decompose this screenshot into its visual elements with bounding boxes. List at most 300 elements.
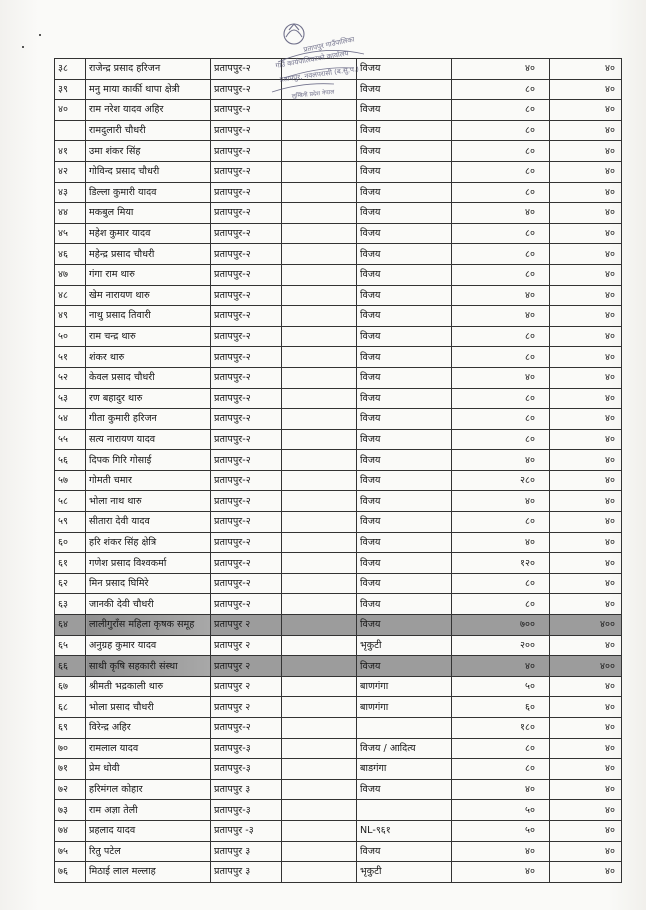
empty-cell <box>282 718 357 739</box>
empty-cell <box>282 862 357 883</box>
empty-cell <box>282 223 357 244</box>
amount-cell: ४० <box>550 203 622 224</box>
table-row <box>55 264 622 285</box>
table-row <box>55 100 622 121</box>
amount-cell: ४० <box>550 800 622 821</box>
crop-variety-cell: भृकुटी <box>357 635 452 656</box>
address-cell: प्रतापपुर २ <box>211 697 282 718</box>
empty-cell <box>282 409 357 430</box>
table-row <box>55 676 622 697</box>
amount-cell: ४० <box>550 573 622 594</box>
amount-cell: ४० <box>550 409 622 430</box>
recipient-name-cell: खेम नारायण थारु <box>86 285 211 306</box>
empty-cell <box>282 635 357 656</box>
area-cell: ८० <box>452 182 550 203</box>
amount-cell: ४० <box>550 367 622 388</box>
serial-number-cell: ५६ <box>55 450 86 471</box>
serial-number-cell: ७२ <box>55 779 86 800</box>
serial-number-cell <box>55 120 86 141</box>
address-cell: प्रतापपुर-२ <box>211 532 282 553</box>
area-cell: ७०० <box>452 615 550 636</box>
address-cell: प्रतापपुर-२ <box>211 450 282 471</box>
empty-cell <box>282 326 357 347</box>
amount-cell: ४० <box>550 285 622 306</box>
crop-variety-cell: विजय <box>357 285 452 306</box>
crop-variety-cell: विजय <box>357 779 452 800</box>
table-row <box>55 512 622 533</box>
empty-cell <box>282 182 357 203</box>
address-cell: प्रतापपुर-२ <box>211 388 282 409</box>
address-cell: प्रतापपुर-२ <box>211 367 282 388</box>
crop-variety-cell: भृकुटी <box>357 862 452 883</box>
area-cell: ८० <box>452 161 550 182</box>
table-row <box>55 306 622 327</box>
amount-cell: ४० <box>550 820 622 841</box>
empty-cell <box>282 573 357 594</box>
area-cell: ४० <box>452 779 550 800</box>
recipient-name-cell: गोविन्द प्रसाद चौधरी <box>86 161 211 182</box>
area-cell: ४० <box>452 367 550 388</box>
table-row <box>55 182 622 203</box>
empty-cell <box>282 491 357 512</box>
empty-cell <box>282 79 357 100</box>
crop-variety-cell: विजय <box>357 182 452 203</box>
stamp-line: गाउँ कार्यपालिकाको कार्यालय <box>274 49 350 70</box>
empty-cell <box>282 594 357 615</box>
recipient-name-cell: जानकी देवी चौधरी <box>86 594 211 615</box>
serial-number-cell: ४६ <box>55 244 86 265</box>
crop-variety-cell: बाडगंगा <box>357 759 452 780</box>
amount-cell: ४० <box>550 100 622 121</box>
crop-variety-cell: विजय <box>357 326 452 347</box>
crop-variety-cell: विजय <box>357 491 452 512</box>
table-row <box>55 615 622 636</box>
serial-number-cell: ६४ <box>55 615 86 636</box>
crop-variety-cell: विजय <box>357 553 452 574</box>
amount-cell: ४० <box>550 553 622 574</box>
address-cell: प्रतापपुर-२ <box>211 594 282 615</box>
amount-cell: ४० <box>550 841 622 862</box>
table-row <box>55 367 622 388</box>
area-cell: ४० <box>452 491 550 512</box>
address-cell: प्रतापपुर-२ <box>211 512 282 533</box>
empty-cell <box>282 388 357 409</box>
serial-number-cell: ७३ <box>55 800 86 821</box>
area-cell: ८० <box>452 759 550 780</box>
recipient-name-cell: मकबुल मिया <box>86 203 211 224</box>
amount-cell: ४० <box>550 244 622 265</box>
empty-cell <box>282 470 357 491</box>
area-cell: २०० <box>452 635 550 656</box>
table-row <box>55 79 622 100</box>
area-cell: ८० <box>452 120 550 141</box>
recipient-name-cell: दिपक गिरि गोसाई <box>86 450 211 471</box>
crop-variety-cell: विजय <box>357 264 452 285</box>
address-cell: प्रतापपुर-२ <box>211 573 282 594</box>
area-cell: ८० <box>452 141 550 162</box>
amount-cell: ४० <box>550 388 622 409</box>
recipient-name-cell: गंगा राम थारु <box>86 264 211 285</box>
crop-variety-cell: विजय <box>357 120 452 141</box>
area-cell: ५० <box>452 820 550 841</box>
recipient-name-cell: गोमती चमार <box>86 470 211 491</box>
amount-cell: ४० <box>550 79 622 100</box>
address-cell: प्रतापपुर-२ <box>211 59 282 80</box>
address-cell: प्रतापपुर-२ <box>211 141 282 162</box>
table-row <box>55 470 622 491</box>
address-cell: प्रतापपुर-२ <box>211 326 282 347</box>
recipient-name-cell: महेन्द्र प्रसाद चौधरी <box>86 244 211 265</box>
recipient-name-cell: राम चन्द्र थारु <box>86 326 211 347</box>
crop-variety-cell: विजय <box>357 100 452 121</box>
address-cell: प्रतापपुर-२ <box>211 182 282 203</box>
recipient-name-cell: सत्य नारायण यादव <box>86 429 211 450</box>
table-row <box>55 800 622 821</box>
amount-cell: ४० <box>550 347 622 368</box>
area-cell: ८० <box>452 594 550 615</box>
crop-variety-cell: NL-९६१ <box>357 820 452 841</box>
recipient-name-cell: शंकर थारु <box>86 347 211 368</box>
amount-cell: ४० <box>550 718 622 739</box>
address-cell: प्रतापपुर -३ <box>211 820 282 841</box>
serial-number-cell: ६६ <box>55 656 86 677</box>
serial-number-cell: ७१ <box>55 759 86 780</box>
address-cell: प्रतापपुर २ <box>211 656 282 677</box>
recipient-name-cell: रितु पटेल <box>86 841 211 862</box>
amount-cell: ४० <box>550 59 622 80</box>
area-cell: ८० <box>452 244 550 265</box>
table-row <box>55 120 622 141</box>
empty-cell <box>282 59 357 80</box>
serial-number-cell: ६९ <box>55 718 86 739</box>
empty-cell <box>282 553 357 574</box>
area-cell: ८० <box>452 429 550 450</box>
serial-number-cell: ३९ <box>55 79 86 100</box>
empty-cell <box>282 532 357 553</box>
table-row <box>55 697 622 718</box>
table-row <box>55 738 622 759</box>
amount-cell: ४० <box>550 182 622 203</box>
recipient-name-cell: उमा शंकर सिंह <box>86 141 211 162</box>
serial-number-cell: ६७ <box>55 676 86 697</box>
recipient-name-cell: अनुग्रह कुमार यादव <box>86 635 211 656</box>
amount-cell: ४० <box>550 161 622 182</box>
empty-cell <box>282 820 357 841</box>
table-row <box>55 759 622 780</box>
area-cell: ८० <box>452 223 550 244</box>
recipient-name-cell: रामदुलारी चौधरी <box>86 120 211 141</box>
crop-variety-cell: विजय <box>357 306 452 327</box>
area-cell: ८० <box>452 738 550 759</box>
serial-number-cell: ७५ <box>55 841 86 862</box>
empty-cell <box>282 367 357 388</box>
recipient-name-cell: प्रेम धोवी <box>86 759 211 780</box>
crop-variety-cell: विजय <box>357 203 452 224</box>
table-row <box>55 326 622 347</box>
crop-variety-cell: विजय <box>357 59 452 80</box>
address-cell: प्रतापपुर-२ <box>211 470 282 491</box>
crop-variety-cell: विजय <box>357 594 452 615</box>
address-cell: प्रतापपुर-२ <box>211 285 282 306</box>
address-cell: प्रतापपुर ३ <box>211 841 282 862</box>
recipient-name-cell: राम अज्ञा तेली <box>86 800 211 821</box>
crop-variety-cell: विजय <box>357 347 452 368</box>
table-row <box>55 450 622 471</box>
recipient-name-cell: विरेन्द्र अहिर <box>86 718 211 739</box>
address-cell: प्रतापपुर-२ <box>211 429 282 450</box>
empty-cell <box>282 306 357 327</box>
empty-cell <box>282 512 357 533</box>
stamp-line: लुम्बिनी प्रदेश नेपाल <box>291 88 335 100</box>
serial-number-cell: ५८ <box>55 491 86 512</box>
crop-variety-cell: विजय <box>357 429 452 450</box>
crop-variety-cell: विजय / आदित्य <box>357 738 452 759</box>
address-cell: प्रतापपुर-३ <box>211 800 282 821</box>
empty-cell <box>282 100 357 121</box>
recipient-name-cell: नाथु प्रसाद तिवारी <box>86 306 211 327</box>
serial-number-cell: ४५ <box>55 223 86 244</box>
crop-variety-cell: विजय <box>357 223 452 244</box>
crop-variety-cell: बाणगंगा <box>357 676 452 697</box>
serial-number-cell: ३८ <box>55 59 86 80</box>
area-cell: ८० <box>452 409 550 430</box>
recipient-name-cell: महेश कुमार यादव <box>86 223 211 244</box>
crop-variety-cell: विजय <box>357 161 452 182</box>
address-cell: प्रतापपुर-३ <box>211 759 282 780</box>
empty-cell <box>282 264 357 285</box>
empty-cell <box>282 244 357 265</box>
address-cell: प्रतापपुर-२ <box>211 120 282 141</box>
area-cell: ४० <box>452 656 550 677</box>
serial-number-cell: ५३ <box>55 388 86 409</box>
area-cell: ४० <box>452 59 550 80</box>
empty-cell <box>282 697 357 718</box>
address-cell: प्रतापपुर-२ <box>211 264 282 285</box>
area-cell: ८० <box>452 264 550 285</box>
amount-cell: ४० <box>550 470 622 491</box>
area-cell: ८० <box>452 347 550 368</box>
serial-number-cell: ५५ <box>55 429 86 450</box>
amount-cell: ४० <box>550 532 622 553</box>
empty-cell <box>282 347 357 368</box>
address-cell: प्रतापपुर-३ <box>211 738 282 759</box>
serial-number-cell: ६० <box>55 532 86 553</box>
table-body <box>55 59 622 883</box>
table-row <box>55 244 622 265</box>
crop-variety-cell: विजय <box>357 141 452 162</box>
serial-number-cell: ७० <box>55 738 86 759</box>
empty-cell <box>282 429 357 450</box>
address-cell: प्रतापपुर-२ <box>211 100 282 121</box>
table-row <box>55 429 622 450</box>
recipient-name-cell: श्रीमती भद्रकाली थारु <box>86 676 211 697</box>
serial-number-cell: ५७ <box>55 470 86 491</box>
area-cell: ८० <box>452 388 550 409</box>
serial-number-cell: ७४ <box>55 820 86 841</box>
amount-cell: ४० <box>550 491 622 512</box>
empty-cell <box>282 285 357 306</box>
serial-number-cell: ४९ <box>55 306 86 327</box>
area-cell: १२० <box>452 553 550 574</box>
area-cell: ५० <box>452 800 550 821</box>
table-row <box>55 491 622 512</box>
recipient-name-cell: भोला प्रसाद चौधरी <box>86 697 211 718</box>
amount-cell: ४० <box>550 635 622 656</box>
crop-variety-cell <box>357 718 452 739</box>
address-cell: प्रतापपुर-२ <box>211 347 282 368</box>
amount-cell: ४० <box>550 676 622 697</box>
empty-cell <box>282 759 357 780</box>
area-cell: ५० <box>452 676 550 697</box>
address-cell: प्रतापपुर २ <box>211 615 282 636</box>
amount-cell: ४० <box>550 594 622 615</box>
area-cell: ४० <box>452 203 550 224</box>
serial-number-cell: ५४ <box>55 409 86 430</box>
recipient-name-cell: हरि शंकर सिंह क्षेत्रि <box>86 532 211 553</box>
amount-cell: ४० <box>550 450 622 471</box>
empty-cell <box>282 203 357 224</box>
scan-speck <box>22 46 24 48</box>
table-row <box>55 820 622 841</box>
address-cell: प्रतापपुर-२ <box>211 203 282 224</box>
crop-variety-cell: विजय <box>357 388 452 409</box>
amount-cell: ४०० <box>550 615 622 636</box>
empty-cell <box>282 161 357 182</box>
crop-variety-cell: विजय <box>357 409 452 430</box>
table-row <box>55 841 622 862</box>
serial-number-cell: ४२ <box>55 161 86 182</box>
table-row <box>55 223 622 244</box>
serial-number-cell: ६१ <box>55 553 86 574</box>
area-cell: ८० <box>452 512 550 533</box>
recipient-name-cell: मनु माया कार्की थापा क्षेत्री <box>86 79 211 100</box>
serial-number-cell: ६२ <box>55 573 86 594</box>
address-cell: प्रतापपुर-२ <box>211 161 282 182</box>
serial-number-cell: ६५ <box>55 635 86 656</box>
serial-number-cell: ६३ <box>55 594 86 615</box>
serial-number-cell: ४१ <box>55 141 86 162</box>
serial-number-cell: ४० <box>55 100 86 121</box>
table-row <box>55 594 622 615</box>
scan-speck <box>39 34 41 36</box>
crop-variety-cell: विजय <box>357 470 452 491</box>
address-cell: प्रतापपुर-२ <box>211 409 282 430</box>
empty-cell <box>282 450 357 471</box>
crop-variety-cell: विजय <box>357 615 452 636</box>
table-row <box>55 532 622 553</box>
recipient-name-cell: रामलाल यादव <box>86 738 211 759</box>
area-cell: ८० <box>452 573 550 594</box>
recipient-name-cell: रण बहादुर थारु <box>86 388 211 409</box>
recipient-name-cell: केवल प्रसाद चौधरी <box>86 367 211 388</box>
recipient-name-cell: मिठाई लाल मल्लाह <box>86 862 211 883</box>
recipient-name-cell: गीता कुमारी हरिजन <box>86 409 211 430</box>
area-cell: ४० <box>452 862 550 883</box>
table-row <box>55 553 622 574</box>
amount-cell: ४० <box>550 759 622 780</box>
crop-variety-cell: विजय <box>357 367 452 388</box>
address-cell: प्रतापपुर ३ <box>211 779 282 800</box>
amount-cell: ४० <box>550 697 622 718</box>
recipient-name-cell: मिन प्रसाद घिमिरे <box>86 573 211 594</box>
stamp-line: प्रतापपुर, नवलपरासी (ब.सु.प.) <box>279 64 360 84</box>
empty-cell <box>282 841 357 862</box>
empty-cell <box>282 656 357 677</box>
recipient-name-cell: सीतारा देवी यादव <box>86 512 211 533</box>
amount-cell: ४० <box>550 141 622 162</box>
stamp-line: प्रतापपुर गाउँपालिका <box>302 35 356 54</box>
table-row <box>55 161 622 182</box>
empty-cell <box>282 800 357 821</box>
table-row <box>55 862 622 883</box>
recipient-name-cell: प्रहलाद यादव <box>86 820 211 841</box>
recipient-name-cell: गणेश प्रसाद विश्वकर्मा <box>86 553 211 574</box>
recipient-name-cell: राजेन्द्र प्रसाद हरिजन <box>86 59 211 80</box>
area-cell: ४० <box>452 306 550 327</box>
area-cell: ६० <box>452 697 550 718</box>
empty-cell <box>282 738 357 759</box>
recipient-name-cell: राम नरेश यादव अहिर <box>86 100 211 121</box>
table-row <box>55 779 622 800</box>
address-cell: प्रतापपुर-२ <box>211 491 282 512</box>
address-cell: प्रतापपुर ३ <box>211 862 282 883</box>
area-cell: १८० <box>452 718 550 739</box>
empty-cell <box>282 676 357 697</box>
crop-variety-cell: विजय <box>357 656 452 677</box>
empty-cell <box>282 141 357 162</box>
serial-number-cell: ६८ <box>55 697 86 718</box>
crop-variety-cell: विजय <box>357 841 452 862</box>
amount-cell: ४०० <box>550 656 622 677</box>
address-cell: प्रतापपुर २ <box>211 676 282 697</box>
serial-number-cell: ५० <box>55 326 86 347</box>
amount-cell: ४० <box>550 779 622 800</box>
subsidy-recipient-table <box>54 58 622 883</box>
area-cell: २८० <box>452 470 550 491</box>
serial-number-cell: ५१ <box>55 347 86 368</box>
table-row <box>55 573 622 594</box>
amount-cell: ४० <box>550 738 622 759</box>
area-cell: ८० <box>452 79 550 100</box>
area-cell: ४० <box>452 841 550 862</box>
address-cell: प्रतापपुर-२ <box>211 244 282 265</box>
address-cell: प्रतापपुर २ <box>211 635 282 656</box>
empty-cell <box>282 779 357 800</box>
crop-variety-cell: विजय <box>357 244 452 265</box>
address-cell: प्रतापपुर-२ <box>211 306 282 327</box>
amount-cell: ४० <box>550 264 622 285</box>
crop-variety-cell: विजय <box>357 450 452 471</box>
recipient-name-cell: साथी कृषि सहकारी संस्था <box>86 656 211 677</box>
recipient-name-cell: डिल्ला कुमारी यादव <box>86 182 211 203</box>
area-cell: ८० <box>452 100 550 121</box>
serial-number-cell: ५२ <box>55 367 86 388</box>
amount-cell: ४० <box>550 326 622 347</box>
table-row <box>55 409 622 430</box>
address-cell: प्रतापपुर-२ <box>211 718 282 739</box>
recipient-name-cell: लालीगुराँस महिला कृषक समूह <box>86 615 211 636</box>
crop-variety-cell: विजय <box>357 512 452 533</box>
recipient-name-cell: हरिमंगल कोहार <box>86 779 211 800</box>
area-cell: ४० <box>452 532 550 553</box>
serial-number-cell: ४७ <box>55 264 86 285</box>
area-cell: ४० <box>452 285 550 306</box>
serial-number-cell: ५९ <box>55 512 86 533</box>
table-row <box>55 388 622 409</box>
serial-number-cell: ७६ <box>55 862 86 883</box>
serial-number-cell: ४४ <box>55 203 86 224</box>
address-cell: प्रतापपुर-२ <box>211 223 282 244</box>
